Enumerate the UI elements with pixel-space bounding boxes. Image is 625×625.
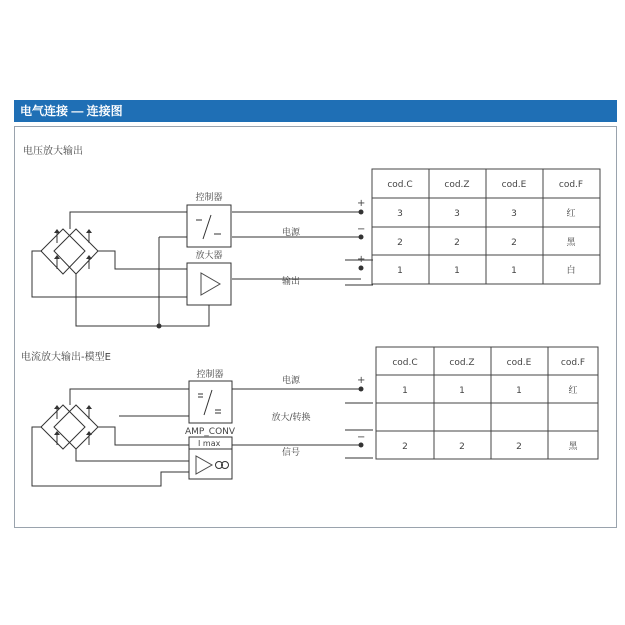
controller-1-label: 控制器 bbox=[195, 193, 223, 203]
section-header bbox=[14, 100, 617, 122]
table1-cell: 白 bbox=[566, 266, 576, 276]
wire-label-power-1: 电源 bbox=[281, 228, 301, 238]
table1-cell: 红 bbox=[566, 209, 576, 219]
table2-header: cod.E bbox=[506, 358, 532, 368]
table1-cell: 1 bbox=[454, 266, 460, 276]
wire-label-amp-conv-2: 放大/转换 bbox=[271, 413, 311, 423]
controller-2 bbox=[189, 368, 232, 423]
terminal-2-plus: + bbox=[357, 375, 366, 386]
controller-2-label: 控制器 bbox=[196, 370, 224, 380]
table1-header: cod.Z bbox=[444, 180, 470, 190]
terminal-1-plus: + bbox=[357, 198, 366, 209]
table1-cell: 2 bbox=[397, 238, 403, 248]
table1-header: cod.E bbox=[501, 180, 527, 190]
amplifier-1-label: 放大器 bbox=[195, 251, 223, 261]
controller-1 bbox=[187, 191, 231, 247]
wiring-diagram bbox=[15, 127, 618, 529]
section2-title: 电流放大输出-模型E bbox=[21, 352, 111, 363]
wire-label-output-1: 输出 bbox=[281, 277, 301, 287]
table2-cell: 1 bbox=[459, 386, 465, 396]
code-table-2 bbox=[376, 347, 598, 459]
wire-label-signal-2: 信号 bbox=[281, 448, 301, 458]
table2-cell: 2 bbox=[402, 442, 408, 452]
table2-cell: 红 bbox=[568, 386, 578, 396]
terminal-1-minus: − bbox=[357, 224, 366, 235]
wire-label-power-2: 电源 bbox=[281, 376, 301, 386]
table1-cell: 3 bbox=[454, 209, 460, 219]
section2 bbox=[21, 347, 598, 486]
table2-cell: 2 bbox=[516, 442, 522, 452]
terminal-2-minus: − bbox=[357, 432, 366, 443]
table1-cell: 黑 bbox=[566, 238, 576, 248]
table1-header: cod.F bbox=[558, 180, 584, 190]
diagram-panel bbox=[14, 126, 617, 528]
table1-header: cod.C bbox=[387, 180, 413, 190]
amplifier-1 bbox=[187, 249, 231, 305]
table2-header: cod.F bbox=[560, 358, 586, 368]
amp-conv-label: AMP_CONV bbox=[184, 427, 236, 437]
table2-cell: 2 bbox=[459, 442, 465, 452]
table2-cell: 1 bbox=[402, 386, 408, 396]
table2-cell: 黑 bbox=[568, 442, 578, 452]
section1 bbox=[23, 144, 600, 329]
table2-header: cod.Z bbox=[449, 358, 475, 368]
table1-cell: 2 bbox=[511, 238, 517, 248]
header-title: 电气连接 — 连接图 bbox=[20, 104, 123, 118]
bridge-sensor-1 bbox=[41, 229, 98, 274]
table1-cell: 3 bbox=[397, 209, 403, 219]
terminal-1-plus-2: + bbox=[357, 254, 366, 265]
table1-cell: 3 bbox=[511, 209, 517, 219]
section1-title: 电压放大输出 bbox=[23, 146, 83, 157]
table2-header: cod.C bbox=[392, 358, 418, 368]
terminal-block-1 bbox=[357, 198, 365, 271]
table1-cell: 1 bbox=[397, 266, 403, 276]
table1-cell: 2 bbox=[454, 238, 460, 248]
amp-conv-2 bbox=[185, 427, 236, 479]
terminal-block-2 bbox=[357, 375, 365, 448]
table2-cell: 1 bbox=[516, 386, 522, 396]
imax-label: I max bbox=[198, 439, 221, 448]
table1-cell: 1 bbox=[511, 266, 517, 276]
bridge-sensor-2 bbox=[41, 405, 98, 449]
code-table-1 bbox=[372, 169, 600, 284]
